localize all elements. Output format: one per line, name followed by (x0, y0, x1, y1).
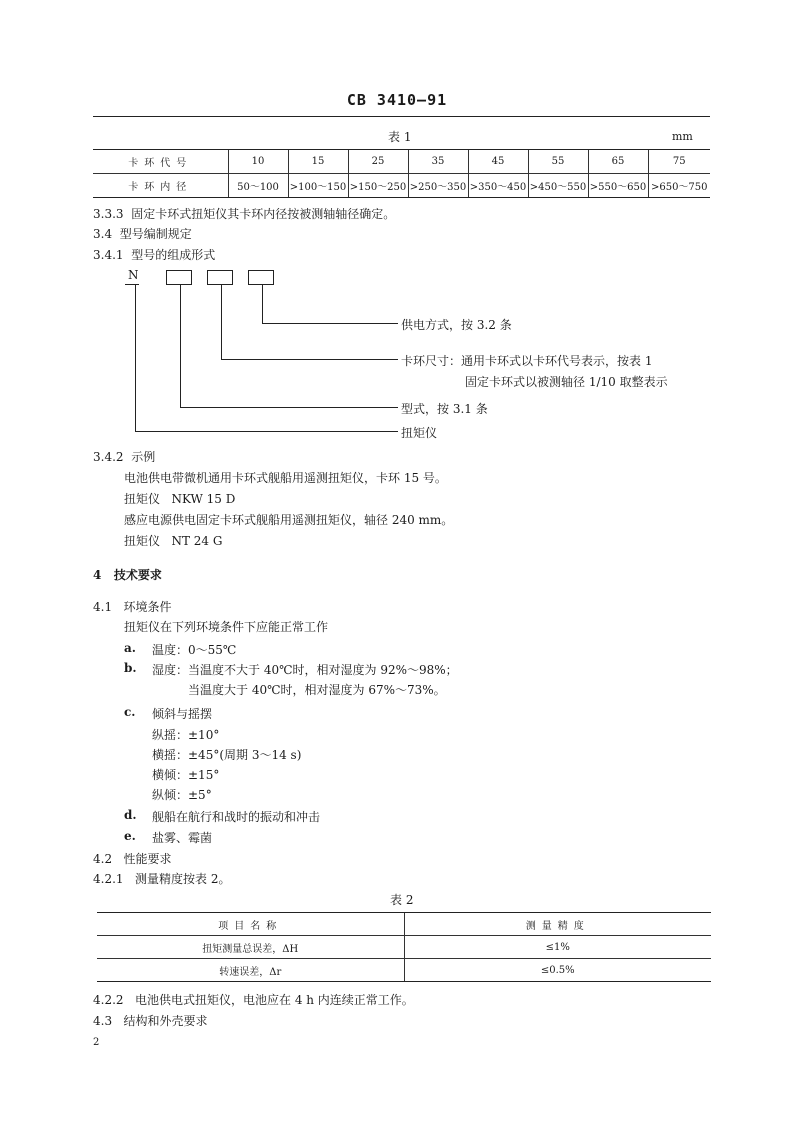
env-intro: 扭矩仪在下列环境条件下应能正常工作 (124, 620, 329, 634)
table-cell: >650～750 (648, 174, 710, 198)
table-cell: 15 (288, 150, 348, 174)
connector-line (180, 407, 398, 408)
clause-text: 结构和外壳要求 (123, 1014, 208, 1028)
clause-text: 环境条件 (123, 600, 172, 614)
connector-line (221, 359, 398, 360)
clause-number: 4.2 (93, 852, 113, 866)
connector-line (262, 323, 398, 324)
type-label: 型式，按 3.1 条 (401, 402, 488, 416)
example-line: 扭矩仪 NKW 15 D (124, 492, 236, 506)
table-cell: 45 (468, 150, 528, 174)
clause-4-1 (93, 598, 172, 615)
table2 (97, 912, 711, 982)
table2-header-row (97, 913, 711, 936)
table1-caption: 表 1 (388, 130, 412, 144)
clause-text: 型号的组成形式 (131, 248, 216, 262)
type-box (166, 270, 192, 285)
page-number: 2 (93, 1037, 100, 1048)
example-line: 电池供电带微机通用卡环式舰船用遥测扭矩仪，卡环 15 号。 (124, 471, 447, 485)
table-cell: 50～100 (228, 174, 288, 198)
clause-4-2-1 (93, 870, 230, 887)
tilt-item: 纵倾：±5° (152, 788, 212, 802)
table-row (97, 959, 711, 982)
prefix-underline (125, 284, 139, 285)
table1-row-code (93, 150, 710, 174)
clause-4-2-2 (93, 991, 414, 1008)
table-cell: 35 (408, 150, 468, 174)
clause-number: 3.4 (93, 227, 113, 241)
clause-text: 型号编制规定 (119, 227, 192, 241)
table-cell: 55 (528, 150, 588, 174)
table-cell: ≤1% (404, 936, 711, 959)
clause-number: 4.2.1 (93, 872, 124, 886)
model-prefix: N (128, 268, 139, 282)
table2-caption: 表 2 (390, 893, 414, 907)
torque-meter-label: 扭矩仪 (401, 426, 438, 440)
ring-size-label-2: 固定卡环式以被测轴径 1/10 取整表示 (465, 375, 668, 389)
table-cell: 65 (588, 150, 648, 174)
table1-row-diameter (93, 174, 710, 198)
table2-header-accuracy: 测量精度 (404, 913, 711, 936)
env-salt-fog: 盐雾、霉菌 (152, 831, 213, 845)
list-marker: c. (124, 705, 136, 719)
tilt-item: 横倾：±15° (152, 768, 220, 782)
tilt-item: 横摇：±45°(周期 3～14 s) (152, 748, 302, 762)
header-rule (93, 116, 710, 117)
clause-number: 4.2.2 (93, 993, 124, 1007)
table-cell: 扭矩测量总误差，ΔH (97, 936, 404, 959)
table-cell: >150～250 (348, 174, 408, 198)
table1 (93, 149, 710, 198)
clause-3-4-2 (93, 448, 155, 465)
env-temperature: 温度：0～55℃ (152, 643, 237, 657)
clause-4-2 (93, 850, 172, 867)
clause-number: 3.4.2 (93, 450, 124, 464)
table-cell: 10 (228, 150, 288, 174)
clause-3-4-1 (93, 246, 215, 263)
power-label: 供电方式，按 3.2 条 (401, 318, 512, 332)
table1-row-label: 卡环代号 (93, 150, 228, 174)
connector-line (135, 285, 136, 431)
clause-text: 电池供电式扭矩仪，电池应在 4 h 内连续正常工作。 (135, 993, 414, 1007)
clause-3-4 (93, 225, 192, 242)
standard-number-header: CB 3410—91 (346, 91, 448, 109)
table1-row-label: 卡环内径 (93, 174, 228, 198)
env-tilt: 倾斜与摇摆 (152, 707, 213, 721)
clause-number: 3.4.1 (93, 248, 124, 262)
connector-line (135, 431, 398, 432)
clause-number: 4.1 (93, 600, 113, 614)
clause-number: 3.3.3 (93, 207, 124, 221)
clause-4-3 (93, 1012, 208, 1029)
table-cell: 转速误差，Δr (97, 959, 404, 982)
power-box (248, 270, 274, 285)
connector-line (180, 285, 181, 407)
table2-header-name: 项目名称 (97, 913, 404, 936)
clause-3-3-3 (93, 205, 395, 222)
section-title: 技术要求 (113, 568, 162, 582)
clause-number: 4.3 (93, 1014, 113, 1028)
ring-size-box (207, 270, 233, 285)
list-marker: b. (124, 661, 137, 675)
env-humidity-2: 当温度大于 40℃时，相对湿度为 67%～73%。 (188, 683, 446, 697)
example-line: 感应电源供电固定卡环式舰船用遥测扭矩仪，轴径 240 mm。 (124, 513, 454, 527)
table-cell: ≤0.5% (404, 959, 711, 982)
tilt-item: 纵摇：±10° (152, 728, 220, 742)
table-cell: >100～150 (288, 174, 348, 198)
list-marker: a. (124, 641, 136, 655)
ring-size-label: 卡环尺寸：通用卡环式以卡环代号表示，按表 1 (401, 354, 653, 368)
env-humidity: 湿度：当温度不大于 40℃时，相对湿度为 92%～98%； (152, 663, 458, 677)
table-cell: 25 (348, 150, 408, 174)
clause-text: 示例 (131, 450, 156, 464)
table1-unit: mm (672, 130, 693, 143)
section-number: 4 (93, 568, 102, 582)
list-marker: d. (124, 808, 137, 822)
connector-line (221, 285, 222, 359)
table-cell: 75 (648, 150, 710, 174)
table-cell: >450～550 (528, 174, 588, 198)
table-row (97, 936, 711, 959)
clause-text: 测量精度按表 2。 (135, 872, 231, 886)
table-cell: >250～350 (408, 174, 468, 198)
connector-line (262, 285, 263, 323)
list-marker: e. (124, 829, 136, 843)
table-cell: >550～650 (588, 174, 648, 198)
clause-text: 性能要求 (123, 852, 172, 866)
env-vibration: 舰船在航行和战时的振动和冲击 (152, 810, 321, 824)
section-4-heading (93, 566, 162, 583)
example-line: 扭矩仪 NT 24 G (124, 534, 223, 548)
table-cell: >350～450 (468, 174, 528, 198)
clause-text: 固定卡环式扭矩仪其卡环内径按被测轴轴径确定。 (131, 207, 396, 221)
